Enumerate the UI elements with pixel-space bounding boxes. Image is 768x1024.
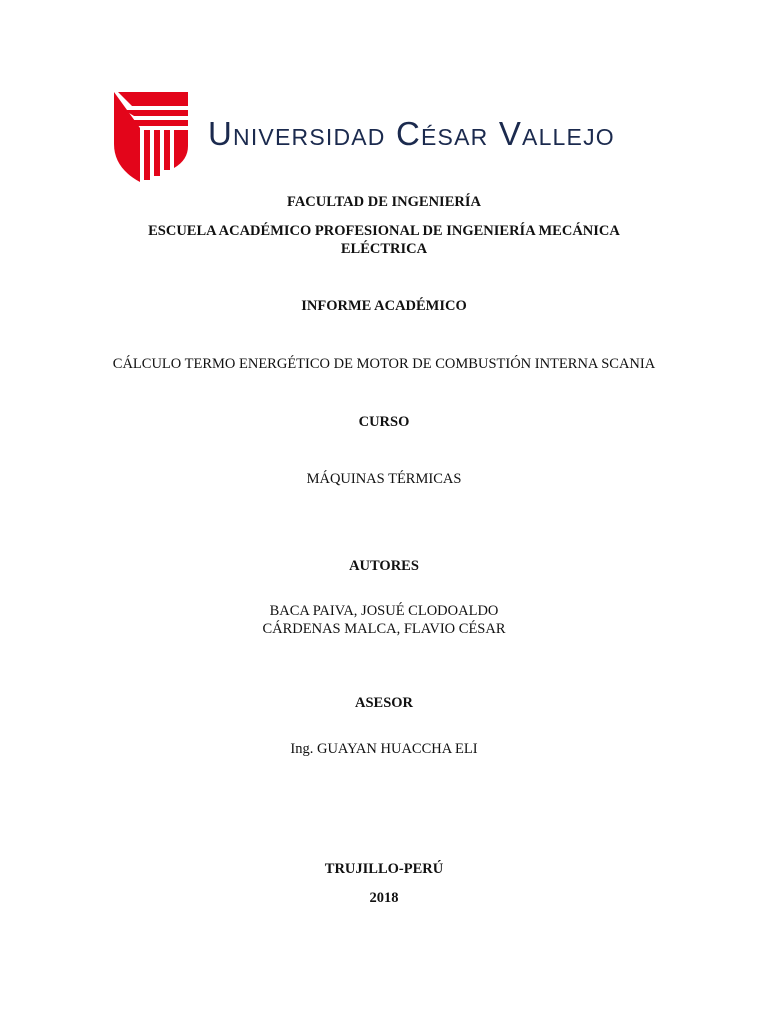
author-name-1: BACA PAIVA, JOSUÉ CLODOALDO: [269, 603, 499, 619]
university-wordmark: Universidad César Vallejo: [208, 115, 615, 152]
author-name-2: CÁRDENAS MALCA, FLAVIO CÉSAR: [262, 621, 506, 637]
report-title: CÁLCULO TERMO ENERGÉTICO DE MOTOR DE COMBUSTIÓN INTERNA SCANIA: [112, 356, 656, 372]
report-type: INFORME ACADÉMICO: [301, 298, 467, 314]
course-heading: CURSO: [358, 414, 410, 430]
year: 2018: [369, 890, 399, 906]
place: TRUJILLO-PERÚ: [324, 861, 444, 877]
advisor-heading: ASESOR: [354, 695, 414, 711]
advisor-name: Ing. GUAYAN HUACCHA ELI: [290, 741, 478, 757]
university-logo: [114, 88, 659, 184]
university-shield-icon: [114, 88, 192, 182]
school-heading-line-2: ELÉCTRICA: [340, 241, 428, 257]
faculty-heading: FACULTAD DE INGENIERÍA: [287, 194, 481, 210]
school-heading-line-1: ESCUELA ACADÉMICO PROFESIONAL DE INGENIERÍA MECÁNICA: [148, 223, 620, 239]
course-name: MÁQUINAS TÉRMICAS: [306, 471, 462, 487]
authors-heading: AUTORES: [349, 558, 419, 574]
